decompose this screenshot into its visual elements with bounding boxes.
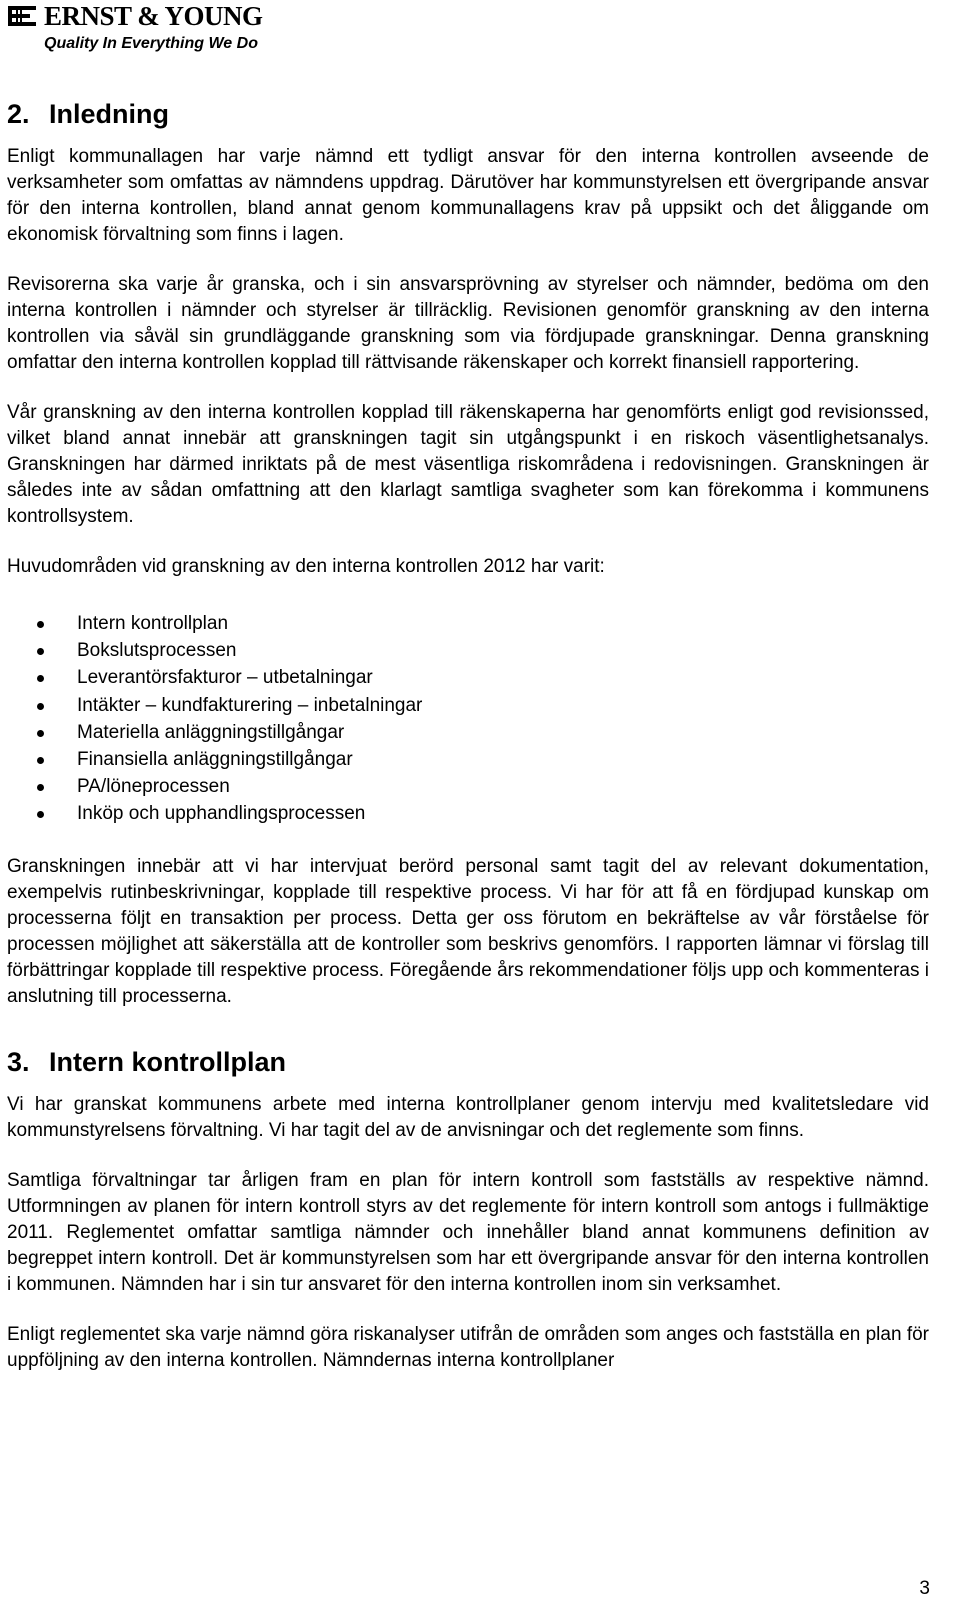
page-number: 3	[919, 1578, 930, 1599]
bullet-icon	[37, 730, 44, 737]
list-item	[7, 719, 929, 746]
document-body	[7, 96, 929, 1398]
list-item-text: Inköp och upphandlingsprocessen	[77, 803, 366, 825]
list-item	[7, 800, 929, 827]
ernst-young-logo	[8, 0, 268, 60]
bullet-icon	[37, 703, 44, 710]
list-item-text: Intern kontrollplan	[77, 613, 229, 634]
list-item	[7, 664, 929, 691]
list-item-text: Intäkter – kundfakturering – inbetalningar	[77, 694, 423, 716]
list-item	[7, 746, 929, 773]
paragraph: Samtliga förvaltningar tar årligen fram en plan för intern kontroll som fastställs av respektive nämnd. Utformningen av planen för intern kontroll styrs av det reglemente för intern kontroll som antogs i fullmäktige 2011. Reglementet omfattar samtliga nämnder och innehåller bland annat kommunens definition av begreppet intern kontroll. Det är kommunstyrelsen som har ett övergripande ansvar för den interna kontrollen i kommunen. Nämnden har i sin tur ansvaret för den interna kontrollen inom sin verksamhet.	[7, 1169, 929, 1295]
focus-areas-list	[7, 610, 929, 828]
paragraph: Huvudområden vid granskning av den interna kontrollen 2012 har varit:	[7, 556, 605, 577]
section-3-number: 3.	[7, 1046, 30, 1077]
paragraph: Enligt kommunallagen har varje nämnd ett tydligt ansvar för den interna kontrollen avseende de verksamheter som omfattas av nämndens uppdrag. Därutöver har kommunstyrelsen ett övergripande ansvar för den interna kontrollen, bland annat genom kommunallagens krav på uppsikt och det åliggande om ekonomisk förvaltning som finns i lagen.	[7, 146, 929, 245]
paragraph: Vi har granskat kommunens arbete med interna kontrollplaner genom intervju med kvalitetsledare vid kommunstyrelsens förvaltning. Vi har tagit del av de anvisningar och det reglemente som finns.	[7, 1093, 929, 1141]
bullet-icon	[37, 811, 44, 818]
bullet-icon	[37, 675, 44, 682]
section-2-title: Inledning	[49, 99, 169, 129]
list-item-text: Bokslutsprocessen	[77, 640, 237, 662]
paragraph: Enligt reglementet ska varje nämnd göra riskanalyser utifrån de områden som anges och fastställa en plan för uppföljning av den interna kontrollen. Nämndernas interna kontrollplaner	[7, 1323, 929, 1371]
list-item	[7, 610, 929, 637]
logo-name: ERNST & YOUNG	[44, 1, 263, 31]
section-2-number: 2.	[7, 99, 30, 129]
list-item-text: PA/löneprocessen	[77, 776, 230, 798]
list-item-text: Materiella anläggningstillgångar	[77, 721, 345, 743]
list-item	[7, 637, 929, 664]
section-2-heading	[7, 96, 929, 132]
bullet-icon	[37, 784, 44, 791]
bullet-icon	[37, 621, 44, 628]
paragraph: Revisorerna ska varje år granska, och i sin ansvarsprövning av styrelser och nämnder, bedöma om den interna kontrollen i nämnder och styrelser är tillräcklig. Revisionen genomför granskning av den interna kontrollen via såväl sin grundläggande granskning som via fördjupade granskningar. Denna granskning omfattar den interna kontrollen kopplad till rättvisande räkenskaper och korrekt finansiell rapportering.	[7, 274, 929, 373]
list-item-text: Finansiella anläggningstillgångar	[77, 749, 353, 771]
paragraph: Granskningen innebär att vi har intervjuat berörd personal samt tagit del av relevant dokumentation, exempelvis rutinbeskrivningar, kopplade till respektive process. Vi har för att få en fördjupad kunskap om processerna följt en transaktion per process. Detta ger oss förutom en bekräftelse av vår förståelse för processen möjlighet att säkerställa att de kontroller som beskrivs genomförs. I rapporten lämnar vi förslag till förbättringar kopplade till respektive process. Föregående års rekommendationer följs upp och kommenteras i anslutning till processerna.	[7, 855, 929, 1007]
list-item-text: Leverantörsfakturor – utbetalningar	[77, 667, 373, 689]
ey-logo-mark-icon	[8, 4, 38, 28]
paragraph: Vår granskning av den interna kontrollen kopplad till räkenskaperna har genomförts enligt god revisionssed, vilket bland annat innebär att granskningen tagit sin utgångspunkt i en riskoch väsentlighetsanalys. Granskningen har därmed inriktats på de mest väsentliga riskområdena i redovisningen. Granskningen är således inte av sådan omfattning att den klarlagt samtliga svagheter som kan förekomma i kommunens kontrollsystem.	[7, 402, 929, 527]
bullet-icon	[37, 648, 44, 655]
section-3-heading	[7, 1044, 929, 1080]
list-item	[7, 692, 929, 719]
bullet-icon	[37, 757, 44, 764]
section-3-title: Intern kontrollplan	[49, 1046, 287, 1077]
logo-tagline: Quality In Everything We Do	[44, 35, 258, 52]
list-item	[7, 773, 929, 800]
